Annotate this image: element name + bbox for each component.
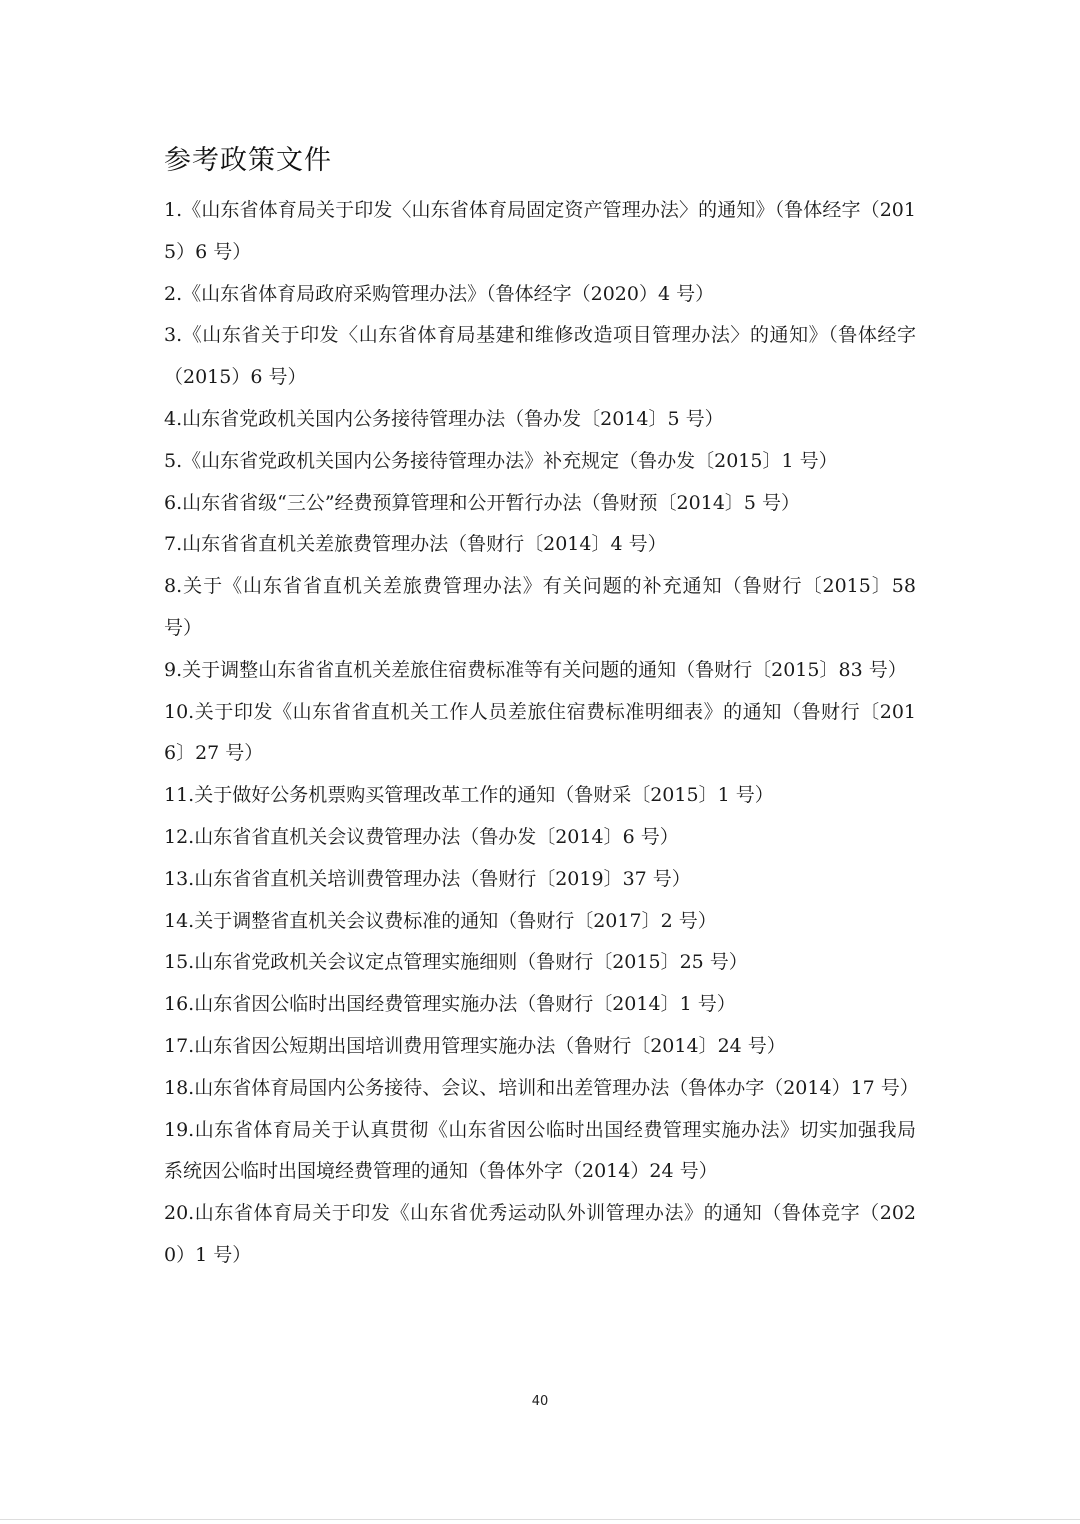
list-item: 6.山东省省级“三公”经费预算管理和公开暂行办法（鲁财预〔2014〕5 号） — [164, 491, 801, 514]
page-title: 参考政策文件 — [164, 145, 332, 176]
list-item: 4.山东省党政机关国内公务接待管理办法（鲁办发〔2014〕5 号） — [164, 407, 724, 430]
list-item: 8.关于《山东省省直机关差旅费管理办法》有关问题的补充通知（鲁财行〔2015〕58 号） — [164, 575, 916, 639]
list-item: 5.《山东省党政机关国内公务接待管理办法》补充规定（鲁办发〔2015〕1 号） — [164, 449, 838, 472]
policy-document-list — [164, 190, 919, 1277]
list-item: 10.关于印发《山东省省直机关工作人员差旅住宿费标准明细表》的通知（鲁财行〔2016〕27 号） — [164, 700, 916, 765]
list-item: 20.山东省体育局关于印发《山东省优秀运动队外训管理办法》的通知（鲁体竞字（2020）1 号） — [164, 1202, 916, 1266]
list-item: 12.山东省省直机关会议费管理办法（鲁办发〔2014〕6 号） — [164, 825, 679, 848]
list-item: 3.《山东省关于印发〈山东省体育局基建和维修改造项目管理办法〉的通知》（鲁体经字（2015）6 号） — [164, 324, 916, 389]
list-item: 16.山东省因公临时出国经费管理实施办法（鲁财行〔2014〕1 号） — [164, 993, 736, 1016]
list-item: 18.山东省体育局国内公务接待、会议、培训和出差管理办法（鲁体办字（2014）17 号） — [164, 1076, 919, 1099]
list-item: 2.《山东省体育局政府采购管理办法》（鲁体经字（2020）4 号） — [164, 282, 715, 305]
list-item: 15.山东省党政机关会议定点管理实施细则（鲁财行〔2015〕25 号） — [164, 951, 748, 974]
list-item: 11.关于做好公务机票购买管理改革工作的通知（鲁财采〔2015〕1 号） — [164, 784, 774, 807]
list-item: 13.山东省省直机关培训费管理办法（鲁财行〔2019〕37 号） — [164, 867, 691, 890]
list-item: 9.关于调整山东省省直机关差旅住宿费标准等有关问题的通知（鲁财行〔2015〕83 号） — [164, 658, 907, 681]
list-item: 17.山东省因公短期出国培训费用管理实施办法（鲁财行〔2014〕24 号） — [164, 1034, 786, 1057]
list-item: 19.山东省体育局关于认真贯彻《山东省因公临时出国经费管理实施办法》切实加强我局系统因公临时出国境经费管理的通知（鲁体外字（2014）24 号） — [164, 1118, 916, 1183]
list-item: 1.《山东省体育局关于印发〈山东省体育局固定资产管理办法〉的通知》（鲁体经字（2015）6 号） — [164, 199, 916, 263]
page-number: 40 — [531, 1394, 549, 1409]
list-item: 7.山东省省直机关差旅费管理办法（鲁财行〔2014〕4 号） — [164, 533, 667, 556]
list-item: 14.关于调整省直机关会议费标准的通知（鲁财行〔2017〕2 号） — [164, 909, 717, 932]
page-bottom-divider — [0, 1519, 1080, 1520]
